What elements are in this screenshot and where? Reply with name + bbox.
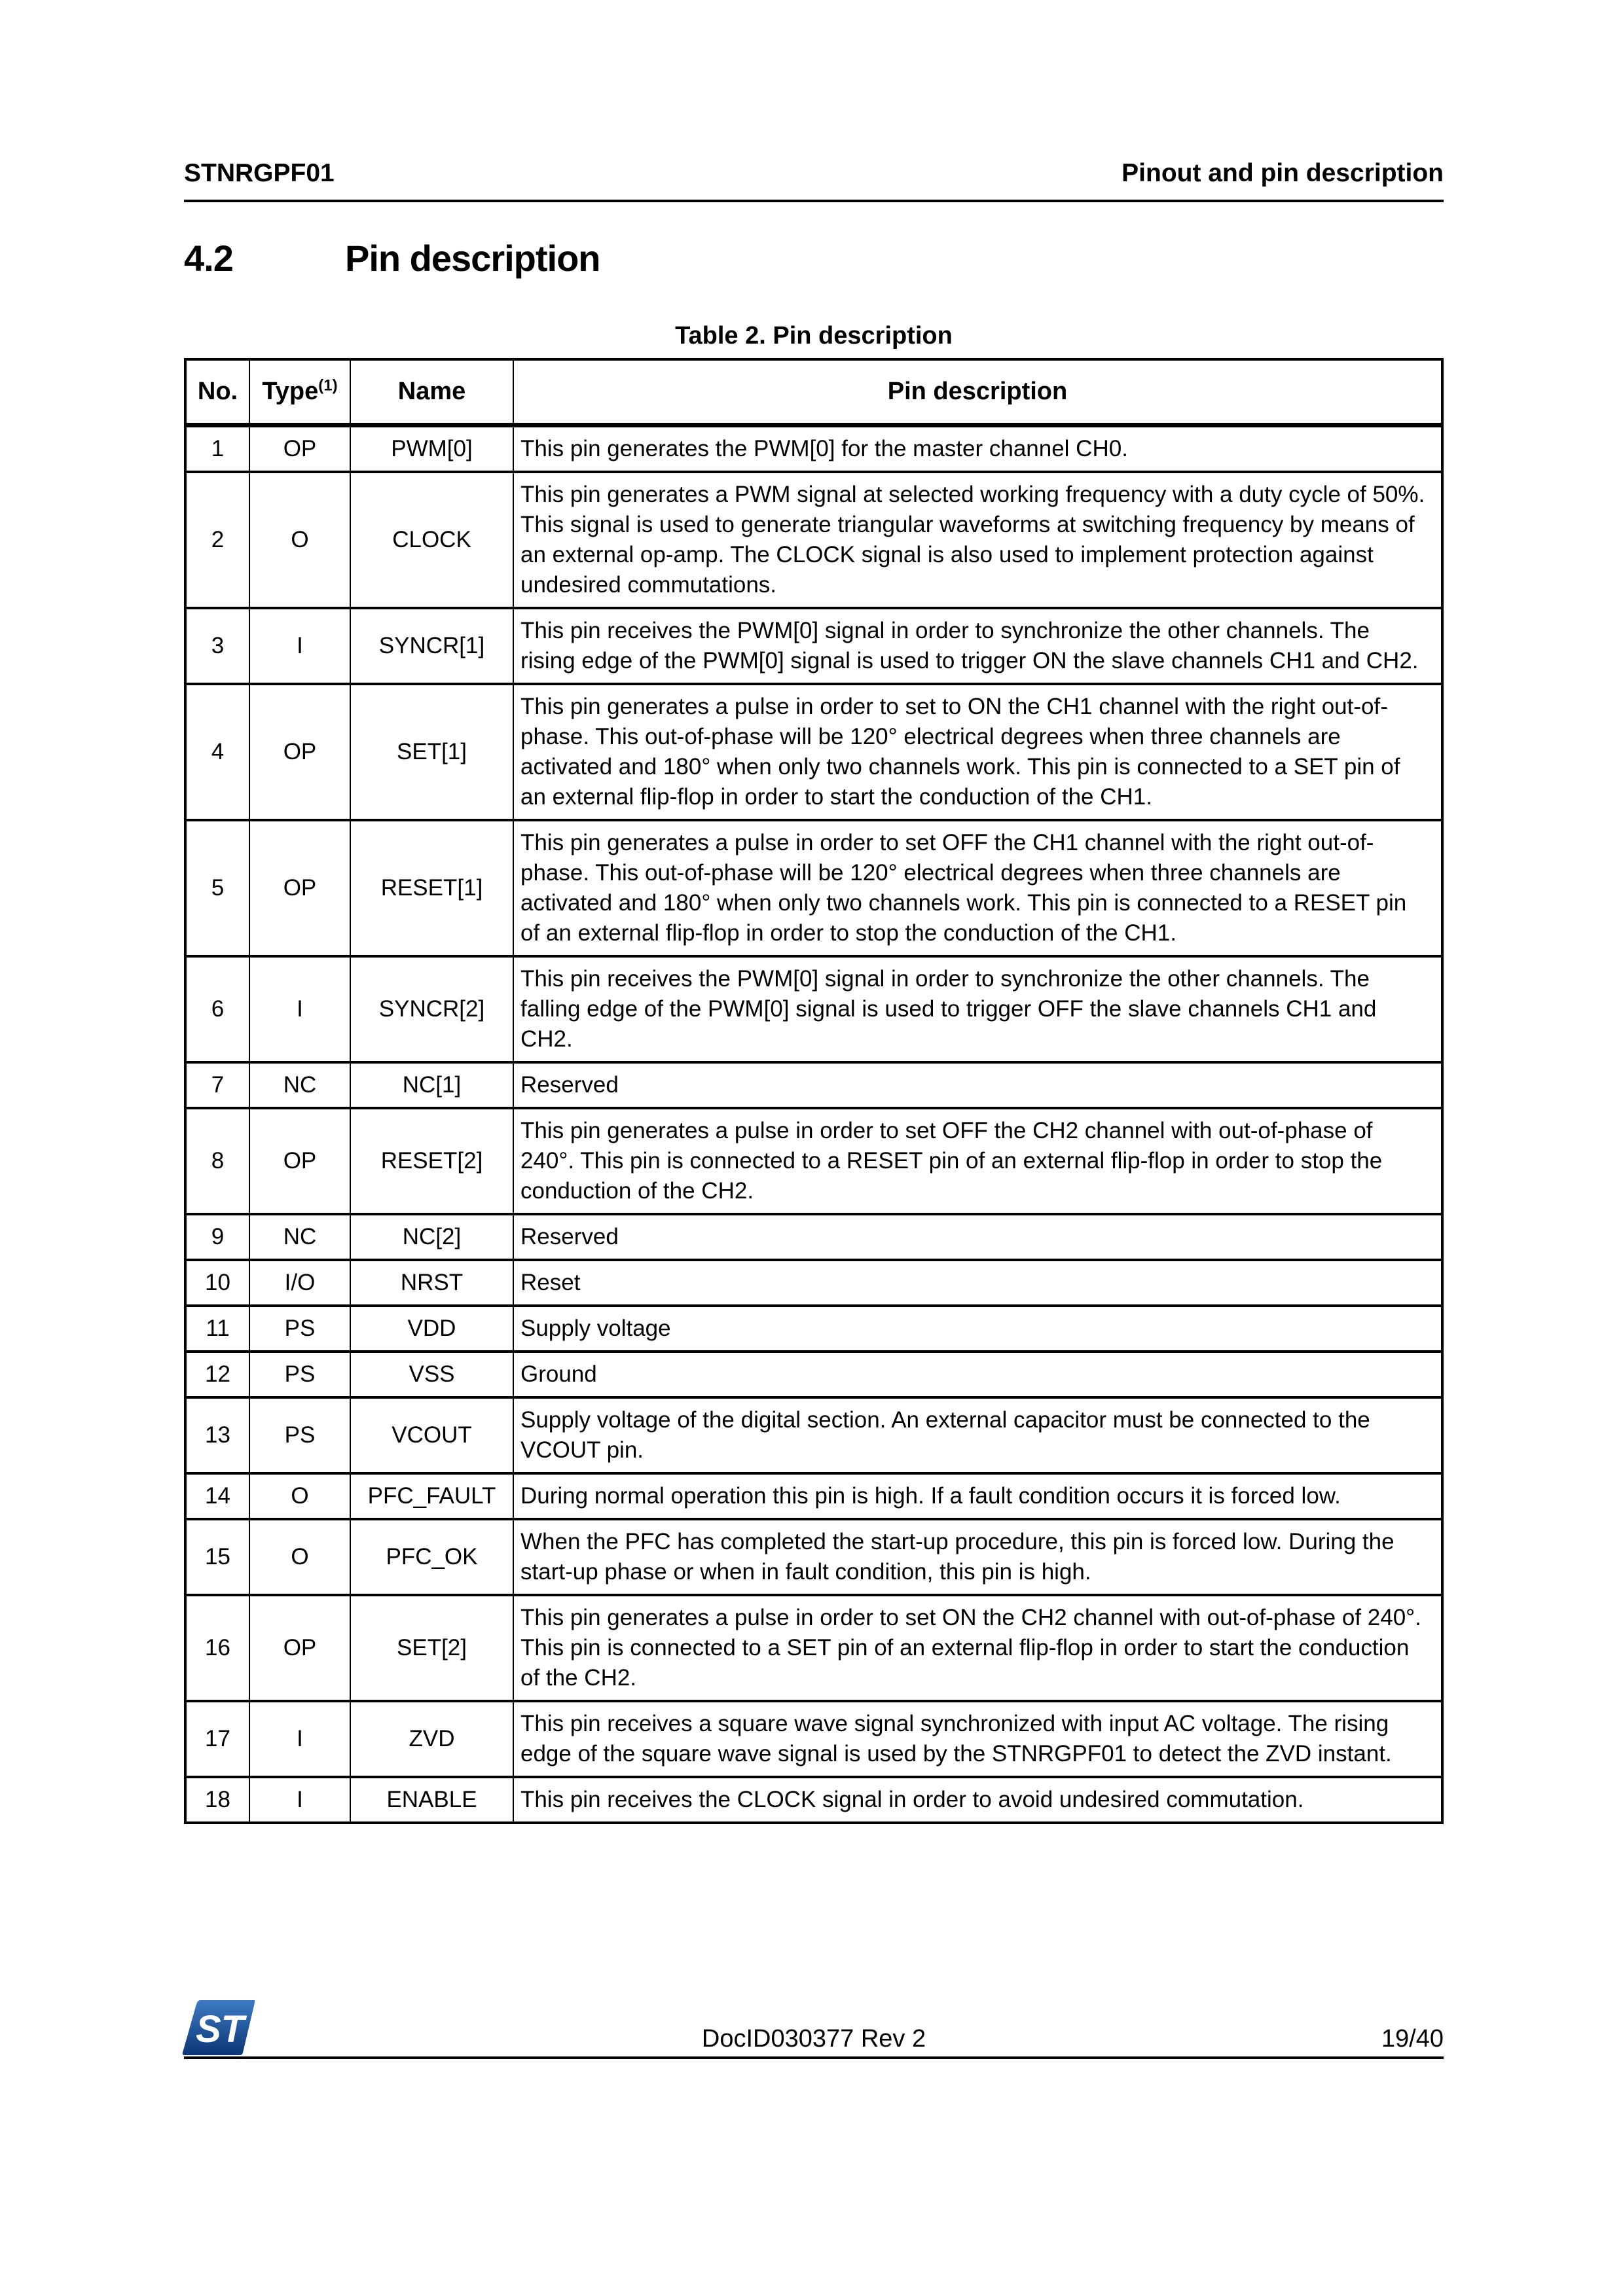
- pin-name-cell: ENABLE: [350, 1777, 513, 1823]
- table-row: [185, 1701, 1442, 1777]
- table-row: [185, 1214, 1442, 1260]
- pin-no-cell: 8: [185, 1108, 249, 1214]
- pin-description-cell: Reset: [513, 1260, 1442, 1306]
- pin-no-cell: 9: [185, 1214, 249, 1260]
- pin-no-cell: 18: [185, 1777, 249, 1823]
- table-row: [185, 1108, 1442, 1214]
- pin-name-cell: SET[2]: [350, 1595, 513, 1701]
- pin-description-cell: Reserved: [513, 1214, 1442, 1260]
- pin-name-cell: RESET[1]: [350, 820, 513, 956]
- table-header-row: [185, 359, 1442, 425]
- pin-name-cell: VCOUT: [350, 1397, 513, 1473]
- pin-description-cell: This pin generates a pulse in order to set OFF the CH2 channel with out-of-phase of 240°. This pin is connected to a RESET pin of an external flip-flop in order to stop the conduction of the CH2.: [513, 1108, 1442, 1214]
- pin-type-cell: PS: [249, 1306, 350, 1352]
- pin-type-cell: I: [249, 608, 350, 684]
- pin-description-cell: This pin generates the PWM[0] for the master channel CH0.: [513, 425, 1442, 472]
- pin-type-cell: OP: [249, 425, 350, 472]
- column-header-label: Name: [397, 378, 466, 406]
- table-row: [185, 608, 1442, 684]
- pin-name-cell: NC[1]: [350, 1062, 513, 1108]
- pin-name-cell: NRST: [350, 1260, 513, 1306]
- pin-description-cell: Supply voltage: [513, 1306, 1442, 1352]
- pin-type-cell: I: [249, 1701, 350, 1777]
- pin-name-cell: SYNCR[1]: [350, 608, 513, 684]
- table-row: [185, 684, 1442, 820]
- table-row: [185, 1306, 1442, 1352]
- pin-type-cell: PS: [249, 1397, 350, 1473]
- pin-type-cell: OP: [249, 1108, 350, 1214]
- table-row: [185, 1062, 1442, 1108]
- column-header-type: [249, 359, 350, 425]
- pin-no-cell: 12: [185, 1352, 249, 1397]
- pin-type-cell: O: [249, 472, 350, 608]
- pin-name-cell: ZVD: [350, 1701, 513, 1777]
- footer: [184, 2025, 1444, 2053]
- pin-type-cell: O: [249, 1519, 350, 1595]
- table-row: [185, 1595, 1442, 1701]
- pin-type-cell: I: [249, 1777, 350, 1823]
- column-header-label: Type: [262, 378, 319, 406]
- header-section-name: Pinout and pin description: [1122, 159, 1444, 187]
- pin-name-cell: VDD: [350, 1306, 513, 1352]
- table-row: [185, 1473, 1442, 1519]
- pin-name-cell: PWM[0]: [350, 425, 513, 472]
- pin-name-cell: SYNCR[2]: [350, 956, 513, 1062]
- page-header: [184, 159, 1444, 188]
- pin-description-cell: This pin receives the CLOCK signal in order to avoid undesired commutation.: [513, 1777, 1442, 1823]
- footnote-marker: (1): [318, 376, 338, 395]
- pin-no-cell: 11: [185, 1306, 249, 1352]
- column-header-label: No.: [197, 378, 238, 406]
- column-header-no: [185, 359, 249, 425]
- table-row: [185, 1260, 1442, 1306]
- pin-description-cell: This pin receives the PWM[0] signal in order to synchronize the other channels. The falling edge of the PWM[0] signal is used to trigger OFF the slave channels CH1 and CH2.: [513, 956, 1442, 1062]
- pin-name-cell: RESET[2]: [350, 1108, 513, 1214]
- pin-type-cell: I/O: [249, 1260, 350, 1306]
- pin-type-cell: O: [249, 1473, 350, 1519]
- pin-no-cell: 15: [185, 1519, 249, 1595]
- table-row: [185, 1352, 1442, 1397]
- column-header-pin-description: [513, 359, 1442, 425]
- pin-table-body: [185, 425, 1442, 1823]
- table-row: [185, 472, 1442, 608]
- column-header-name: [350, 359, 513, 425]
- pin-description-cell: This pin generates a PWM signal at selected working frequency with a duty cycle of 50%. This signal is used to generate triangular waveforms at switching frequency by means of an external op-amp. The CLOCK signal is also used to implement protection against undesired commutations.: [513, 472, 1442, 608]
- table-row: [185, 425, 1442, 472]
- header-device-name: STNRGPF01: [184, 159, 335, 187]
- section-heading: [184, 237, 1444, 279]
- pin-description-cell: During normal operation this pin is high. If a fault condition occurs it is forced low.: [513, 1473, 1442, 1519]
- table-row: [185, 1519, 1442, 1595]
- table-caption: Table 2. Pin description: [675, 322, 953, 350]
- pin-name-cell: PFC_OK: [350, 1519, 513, 1595]
- pin-name-cell: SET[1]: [350, 684, 513, 820]
- pin-no-cell: 4: [185, 684, 249, 820]
- pin-no-cell: 7: [185, 1062, 249, 1108]
- pin-description-cell: This pin generates a pulse in order to set to ON the CH1 channel with the right out-of-phase. This out-of-phase will be 120° electrical degrees when three channels are activated and 180° when only two channels work. This pin is connected to a SET pin of an external flip-flop in order to start the conduction of the CH1.: [513, 684, 1442, 820]
- pin-no-cell: 3: [185, 608, 249, 684]
- table-row: [185, 820, 1442, 956]
- footer-page-number: 19/40: [1381, 2025, 1444, 2053]
- table-row: [185, 956, 1442, 1062]
- pin-no-cell: 6: [185, 956, 249, 1062]
- pin-name-cell: CLOCK: [350, 472, 513, 608]
- pin-type-cell: OP: [249, 1595, 350, 1701]
- pin-type-cell: I: [249, 956, 350, 1062]
- pin-type-cell: NC: [249, 1214, 350, 1260]
- pin-no-cell: 13: [185, 1397, 249, 1473]
- pin-no-cell: 14: [185, 1473, 249, 1519]
- footer-doc-id: DocID030377 Rev 2: [701, 2025, 926, 2053]
- pin-description-cell: Ground: [513, 1352, 1442, 1397]
- pin-description-cell: This pin generates a pulse in order to set OFF the CH1 channel with the right out-of-phase. This out-of-phase will be 120° electrical degrees when three channels are activated and 180° when only two channels work. This pin is connected to a RESET pin of an external flip-flop in order to stop the conduction of the CH1.: [513, 820, 1442, 956]
- pin-description-table: [184, 358, 1444, 1824]
- pin-description-cell: When the PFC has completed the start-up procedure, this pin is forced low. During the start-up phase or when in fault condition, this pin is high.: [513, 1519, 1442, 1595]
- pin-no-cell: 17: [185, 1701, 249, 1777]
- pin-no-cell: 5: [185, 820, 249, 956]
- column-header-label: Pin description: [887, 378, 1068, 406]
- pin-description-cell: This pin receives a square wave signal synchronized with input AC voltage. The rising edge of the square wave signal is used by the STNRGPF01 to detect the ZVD instant.: [513, 1701, 1442, 1777]
- pin-no-cell: 16: [185, 1595, 249, 1701]
- section-title: Pin description: [345, 238, 600, 279]
- pin-no-cell: 2: [185, 472, 249, 608]
- footer-rule: [184, 2056, 1444, 2059]
- pin-name-cell: PFC_FAULT: [350, 1473, 513, 1519]
- pin-description-cell: Reserved: [513, 1062, 1442, 1108]
- pin-no-cell: 1: [185, 425, 249, 472]
- section-number: 4.2: [184, 238, 233, 279]
- pin-description-cell: This pin generates a pulse in order to set ON the CH2 channel with out-of-phase of 240°. This pin is connected to a SET pin of an external flip-flop in order to start the conduction of the CH2.: [513, 1595, 1442, 1701]
- pin-type-cell: PS: [249, 1352, 350, 1397]
- pin-type-cell: NC: [249, 1062, 350, 1108]
- pin-no-cell: 10: [185, 1260, 249, 1306]
- pin-name-cell: NC[2]: [350, 1214, 513, 1260]
- table-row: [185, 1777, 1442, 1823]
- pin-description-cell: This pin receives the PWM[0] signal in order to synchronize the other channels. The rising edge of the PWM[0] signal is used to trigger ON the slave channels CH1 and CH2.: [513, 608, 1442, 684]
- pin-type-cell: OP: [249, 820, 350, 956]
- table-row: [185, 1397, 1442, 1473]
- pin-description-cell: Supply voltage of the digital section. An external capacitor must be connected to the VCOUT pin.: [513, 1397, 1442, 1473]
- header-rule: [184, 200, 1444, 202]
- pin-name-cell: VSS: [350, 1352, 513, 1397]
- st-logo-text: ST: [195, 2008, 245, 2051]
- pin-type-cell: OP: [249, 684, 350, 820]
